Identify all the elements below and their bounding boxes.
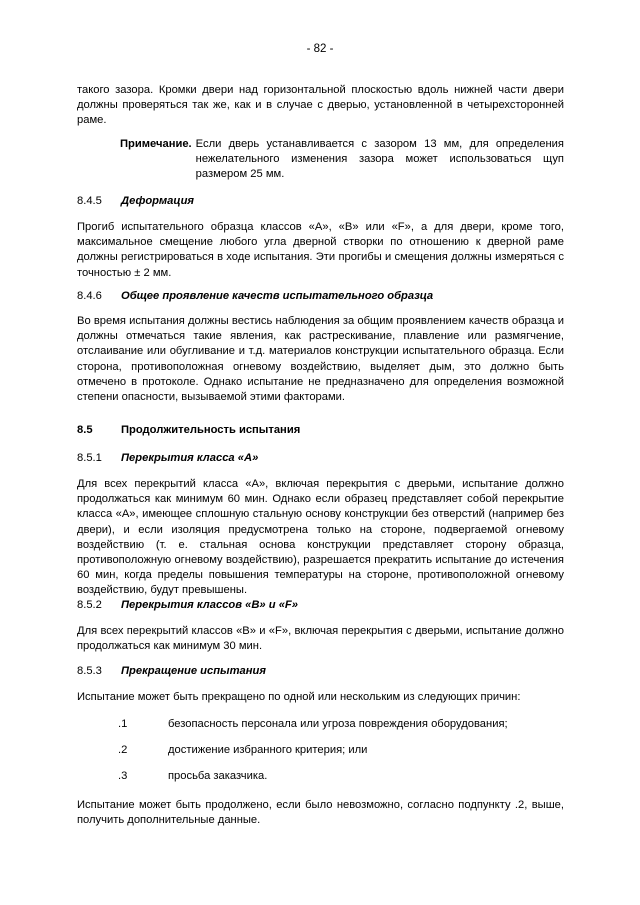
section-number: 8.5.3: [77, 665, 102, 677]
paragraph-8-4-6: Во время испытания должны вестись наблюдения за общим проявлением качеств образца и должны отмечаться такие явления, как растрескивание, плавление или размягчение, отслаивание или обугливание и т.д. материалов конструкции испытательного образца. Если сторона, противоположная огневому воздействию, выделяет дым, это должно быть отмечено в протоколе. Однако испытание не предназначено для определения возможной степени опасности, вызываемой этими факторами.: [77, 315, 564, 404]
list-marker: .3: [118, 770, 128, 782]
list-item: [118, 717, 508, 732]
paragraph-final: Испытание может быть продолжено, если было невозможно, согласно подпункту .2, выше, получить дополнительные данные.: [77, 799, 564, 827]
section-heading-8-5-3: [77, 664, 266, 679]
section-number: 8.5: [77, 424, 93, 436]
section-number: 8.4.6: [77, 290, 102, 302]
section-title: Общее проявление качеств испытательного образца: [121, 290, 434, 302]
list-item: [118, 743, 367, 758]
list-text: безопасность персонала или угроза повреждения оборудования;: [168, 718, 508, 730]
paragraph-8-5-2: Для всех перекрытий классов «В» и «F», включая перекрытия с дверьми, испытание должно продолжаться как минимум 30 мин.: [77, 625, 564, 653]
paragraph-8-5-3: Испытание может быть прекращено по одной или нескольким из следующих причин:: [77, 691, 521, 703]
section-number: 8.5.2: [77, 599, 102, 611]
list-marker: .2: [118, 744, 128, 756]
section-title: Продолжительность испытания: [121, 424, 301, 436]
list-text: просьба заказчика.: [168, 770, 268, 782]
list-marker: .1: [118, 718, 128, 730]
section-heading-8-5-2: [77, 598, 298, 613]
section-heading-8-5: [77, 423, 300, 438]
section-title: Прекращение испытания: [121, 665, 266, 677]
paragraph-8-4-5: Прогиб испытательного образца классов «А», «В» или «F», а для двери, кроме того, максимальное смещение любого угла дверной створки по отношению к дверной раме должны регистрироваться в ходе испытания. Эти прогибы и смещения должны измеряться с точностью ± 2 мм.: [77, 221, 564, 279]
section-heading-8-4-6: [77, 289, 433, 304]
section-title: Деформация: [121, 195, 195, 207]
section-number: 8.4.5: [77, 195, 102, 207]
section-number: 8.5.1: [77, 452, 102, 464]
list-text: достижение избранного критерия; или: [168, 744, 368, 756]
note-label: Примечание.: [120, 138, 192, 150]
paragraph-continuation: такого зазора. Кромки двери над горизонтальной плоскостью вдоль нижней части двери должны проверяться так же, как и в случае с дверью, установленной в четырехсторонней раме.: [77, 84, 564, 127]
section-title: Перекрытия класса «А»: [121, 452, 259, 464]
note-block: [120, 137, 564, 183]
list-item: [118, 769, 267, 784]
page-number: - 82 -: [306, 43, 334, 55]
paragraph-8-5-1: Для всех перекрытий класса «А», включая перекрытия с дверьми, испытание должно продолжаться как минимум 60 мин. Однако если образец представляет собой перекрытие класса «А», имеющее сплошную стальную основу конструкции без отверстий (например без двери), и если изоляция предусмотрена только на стороне, подвергаемой огневому воздействию (т. е. стальная основа конструкции представляет сторону образца, противоположную огневому воздействию), разрешается прекратить испытание до истечения 60 мин, когда пределы повышения температуры на стороне, противоположной огневому воздействию, будут превышены.: [77, 478, 564, 597]
section-heading-8-4-5: [77, 194, 194, 209]
note-text: Если дверь устанавливается с зазором 13 мм, для определения нежелательного изменения зазора может использоваться щуп размером 25 мм.: [195, 138, 564, 181]
section-title: Перекрытия классов «В» и «F»: [121, 599, 298, 611]
section-heading-8-5-1: [77, 451, 258, 466]
